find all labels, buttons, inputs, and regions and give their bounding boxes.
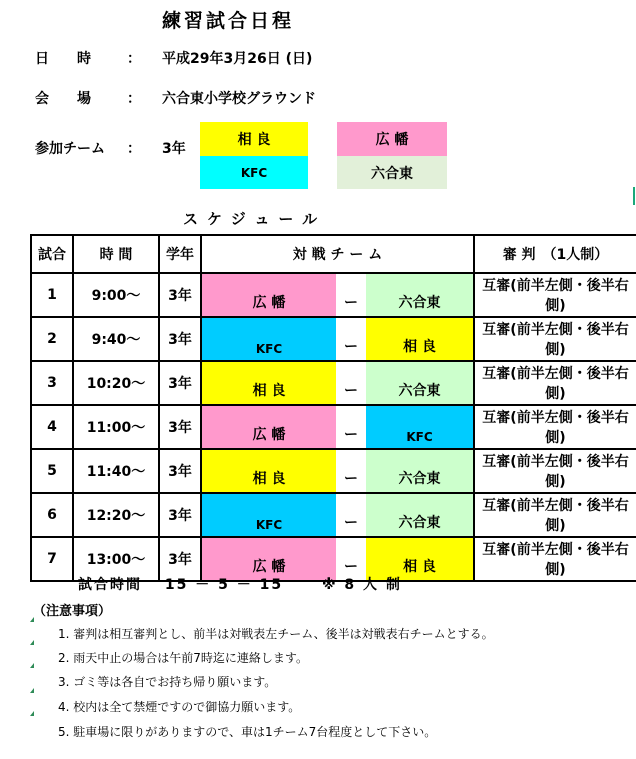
match-number-cell-text: 1 xyxy=(47,287,57,303)
referee-cell xyxy=(474,405,636,449)
match-number-cell xyxy=(31,317,73,361)
right-team-cell xyxy=(366,273,474,317)
referee-cell xyxy=(474,449,636,493)
versus-dash-cell-text: ー xyxy=(344,427,358,443)
team-box-kfc: KFC xyxy=(200,156,308,189)
versus-dash-cell-text: ー xyxy=(344,383,358,399)
match-number-cell xyxy=(31,405,73,449)
time-cell-text: 13:00～ xyxy=(86,552,146,568)
venue-label: 会 場 xyxy=(35,91,91,107)
left-team-cell xyxy=(201,493,336,537)
table-row xyxy=(31,493,636,537)
right-team-cell xyxy=(366,405,474,449)
green-tick-icon xyxy=(30,640,34,645)
grade-cell-text: 3年 xyxy=(168,508,192,524)
table-row xyxy=(31,405,636,449)
versus-dash-cell xyxy=(336,273,366,317)
note-item-5: 5. 駐車場に限りがありますので、車は1チーム7台程度として下さい。 xyxy=(58,725,437,739)
left-team-cell-text: KFC xyxy=(255,518,283,532)
time-cell-text: 11:40～ xyxy=(86,464,146,480)
note-item-2: 2. 雨天中止の場合は午前7時迄に連絡します。 xyxy=(58,651,308,665)
note-item-4: 4. 校内は全て禁煙ですので御協力願います。 xyxy=(58,700,301,714)
versus-dash-cell xyxy=(336,449,366,493)
left-team-cell-text: KFC xyxy=(255,342,283,356)
versus-dash-cell-text: ー xyxy=(344,295,358,311)
left-team-cell-text: 広 幡 xyxy=(252,295,286,311)
grade-cell xyxy=(159,361,201,405)
referee-cell-text: 互審(前半左側・後半右側) xyxy=(482,498,629,534)
team-box-hirohata: 広 幡 xyxy=(337,122,447,156)
referee-cell xyxy=(474,537,636,581)
table-row xyxy=(31,449,636,493)
versus-dash-cell-text: ー xyxy=(344,559,358,575)
grade-cell xyxy=(159,405,201,449)
table-row xyxy=(31,317,636,361)
time-cell-text: 9:00～ xyxy=(91,288,141,304)
grade-cell xyxy=(159,273,201,317)
time-cell xyxy=(73,361,159,405)
referee-cell-text: 互審(前半左側・後半右側) xyxy=(482,322,629,358)
header-grade: 学年 xyxy=(159,235,201,273)
versus-dash-cell xyxy=(336,317,366,361)
versus-dash-cell-text: ー xyxy=(344,471,358,487)
versus-dash-cell xyxy=(336,361,366,405)
venue-value: 六合東小学校グラウンド xyxy=(162,91,316,107)
date-value: 平成29年3月26日 (日) xyxy=(162,51,313,67)
header-teams: 対 戦 チ ー ム xyxy=(201,235,474,273)
right-team-cell-text: 相 良 xyxy=(403,559,436,575)
grade-cell xyxy=(159,317,201,361)
time-cell xyxy=(73,449,159,493)
time-cell xyxy=(73,317,159,361)
referee-cell-text: 互審(前半左側・後半右側) xyxy=(482,278,629,314)
schedule-heading: スケジュール xyxy=(183,210,327,228)
left-team-cell-text: 広 幡 xyxy=(252,559,286,575)
team-box-kunigo-higashi: 六合東 xyxy=(337,156,447,189)
left-team-cell-text: 相 良 xyxy=(252,383,286,399)
participants-colon: ： xyxy=(127,141,141,157)
left-team-cell xyxy=(201,317,336,361)
participants-grade: 3年 xyxy=(162,141,186,157)
grade-cell-text: 3年 xyxy=(168,376,192,392)
note-item-3: 3. ゴミ等は各自でお持ち帰り願います。 xyxy=(58,675,277,689)
schedule-table xyxy=(30,234,636,582)
right-team-cell-text: KFC xyxy=(406,430,433,444)
referee-cell-text: 互審(前半左側・後半右側) xyxy=(482,542,629,578)
match-number-cell-text: 6 xyxy=(47,507,57,523)
time-cell-text: 12:20～ xyxy=(86,508,146,524)
grade-cell-text: 3年 xyxy=(168,464,192,480)
green-tick-icon xyxy=(30,688,34,693)
green-tick-icon xyxy=(30,711,34,716)
right-team-cell xyxy=(366,361,474,405)
left-team-cell-text: 広 幡 xyxy=(252,427,286,443)
match-number-cell xyxy=(31,361,73,405)
participants-label: 参加チーム xyxy=(35,141,105,157)
green-tick-icon xyxy=(30,663,34,668)
left-team-cell xyxy=(201,449,336,493)
match-time-rule: 試合時間 15 － 5 － 15 ※ 8 人 制 xyxy=(78,577,402,593)
time-cell-text: 11:00～ xyxy=(86,420,146,436)
note-item-1: 1. 審判は相互審判とし、前半は対戦表左チーム、後半は対戦表右チームとする。 xyxy=(58,627,494,641)
header-referee: 審 判 （1人制） xyxy=(474,235,636,273)
left-team-cell xyxy=(201,361,336,405)
edge-marker xyxy=(633,187,635,205)
time-cell xyxy=(73,273,159,317)
right-team-cell xyxy=(366,449,474,493)
grade-cell-text: 3年 xyxy=(168,332,192,348)
team-box-sagara: 相 良 xyxy=(200,122,308,156)
right-team-cell-text: 六合東 xyxy=(398,383,441,399)
header-match: 試合 xyxy=(31,235,73,273)
grade-cell-text: 3年 xyxy=(168,420,192,436)
date-colon: ： xyxy=(127,51,141,67)
right-team-cell-text: 六合東 xyxy=(398,295,441,311)
match-number-cell xyxy=(31,449,73,493)
referee-cell-text: 互審(前半左側・後半右側) xyxy=(482,410,629,446)
notes-title: （注意事項） xyxy=(33,604,112,619)
versus-dash-cell xyxy=(336,493,366,537)
right-team-cell-text: 六合東 xyxy=(398,515,441,531)
table-header-row xyxy=(31,235,636,273)
versus-dash-cell-text: ー xyxy=(344,515,358,531)
green-tick-icon xyxy=(30,617,34,622)
right-team-cell xyxy=(366,493,474,537)
right-team-cell xyxy=(366,317,474,361)
time-cell-text: 10:20～ xyxy=(86,376,146,392)
referee-cell-text: 互審(前半左側・後半右側) xyxy=(482,366,629,402)
venue-colon: ： xyxy=(127,91,141,107)
grade-cell xyxy=(159,493,201,537)
grade-cell xyxy=(159,449,201,493)
versus-dash-cell xyxy=(336,405,366,449)
match-number-cell-text: 3 xyxy=(47,375,57,391)
time-cell xyxy=(73,493,159,537)
grade-cell-text: 3年 xyxy=(168,288,192,304)
left-team-cell-text: 相 良 xyxy=(252,471,286,487)
header-time: 時 間 xyxy=(73,235,159,273)
match-number-cell-text: 4 xyxy=(47,419,57,435)
referee-cell xyxy=(474,493,636,537)
versus-dash-cell-text: ー xyxy=(344,339,358,355)
table-row xyxy=(31,361,636,405)
page-title: 練習試合日程 xyxy=(162,10,295,32)
right-team-cell-text: 六合東 xyxy=(398,471,441,487)
match-number-cell xyxy=(31,493,73,537)
time-cell xyxy=(73,405,159,449)
referee-cell xyxy=(474,317,636,361)
grade-cell-text: 3年 xyxy=(168,552,192,568)
right-team-cell-text: 相 良 xyxy=(403,339,436,355)
match-number-cell-text: 7 xyxy=(47,551,57,567)
match-number-cell xyxy=(31,537,73,581)
match-number-cell-text: 2 xyxy=(47,331,57,347)
time-cell-text: 9:40～ xyxy=(91,332,141,348)
referee-cell-text: 互審(前半左側・後半右側) xyxy=(482,454,629,490)
match-number-cell xyxy=(31,273,73,317)
date-label: 日 時 xyxy=(35,51,91,67)
referee-cell xyxy=(474,361,636,405)
table-row xyxy=(31,273,636,317)
match-number-cell-text: 5 xyxy=(47,463,57,479)
left-team-cell xyxy=(201,273,336,317)
referee-cell xyxy=(474,273,636,317)
left-team-cell xyxy=(201,405,336,449)
